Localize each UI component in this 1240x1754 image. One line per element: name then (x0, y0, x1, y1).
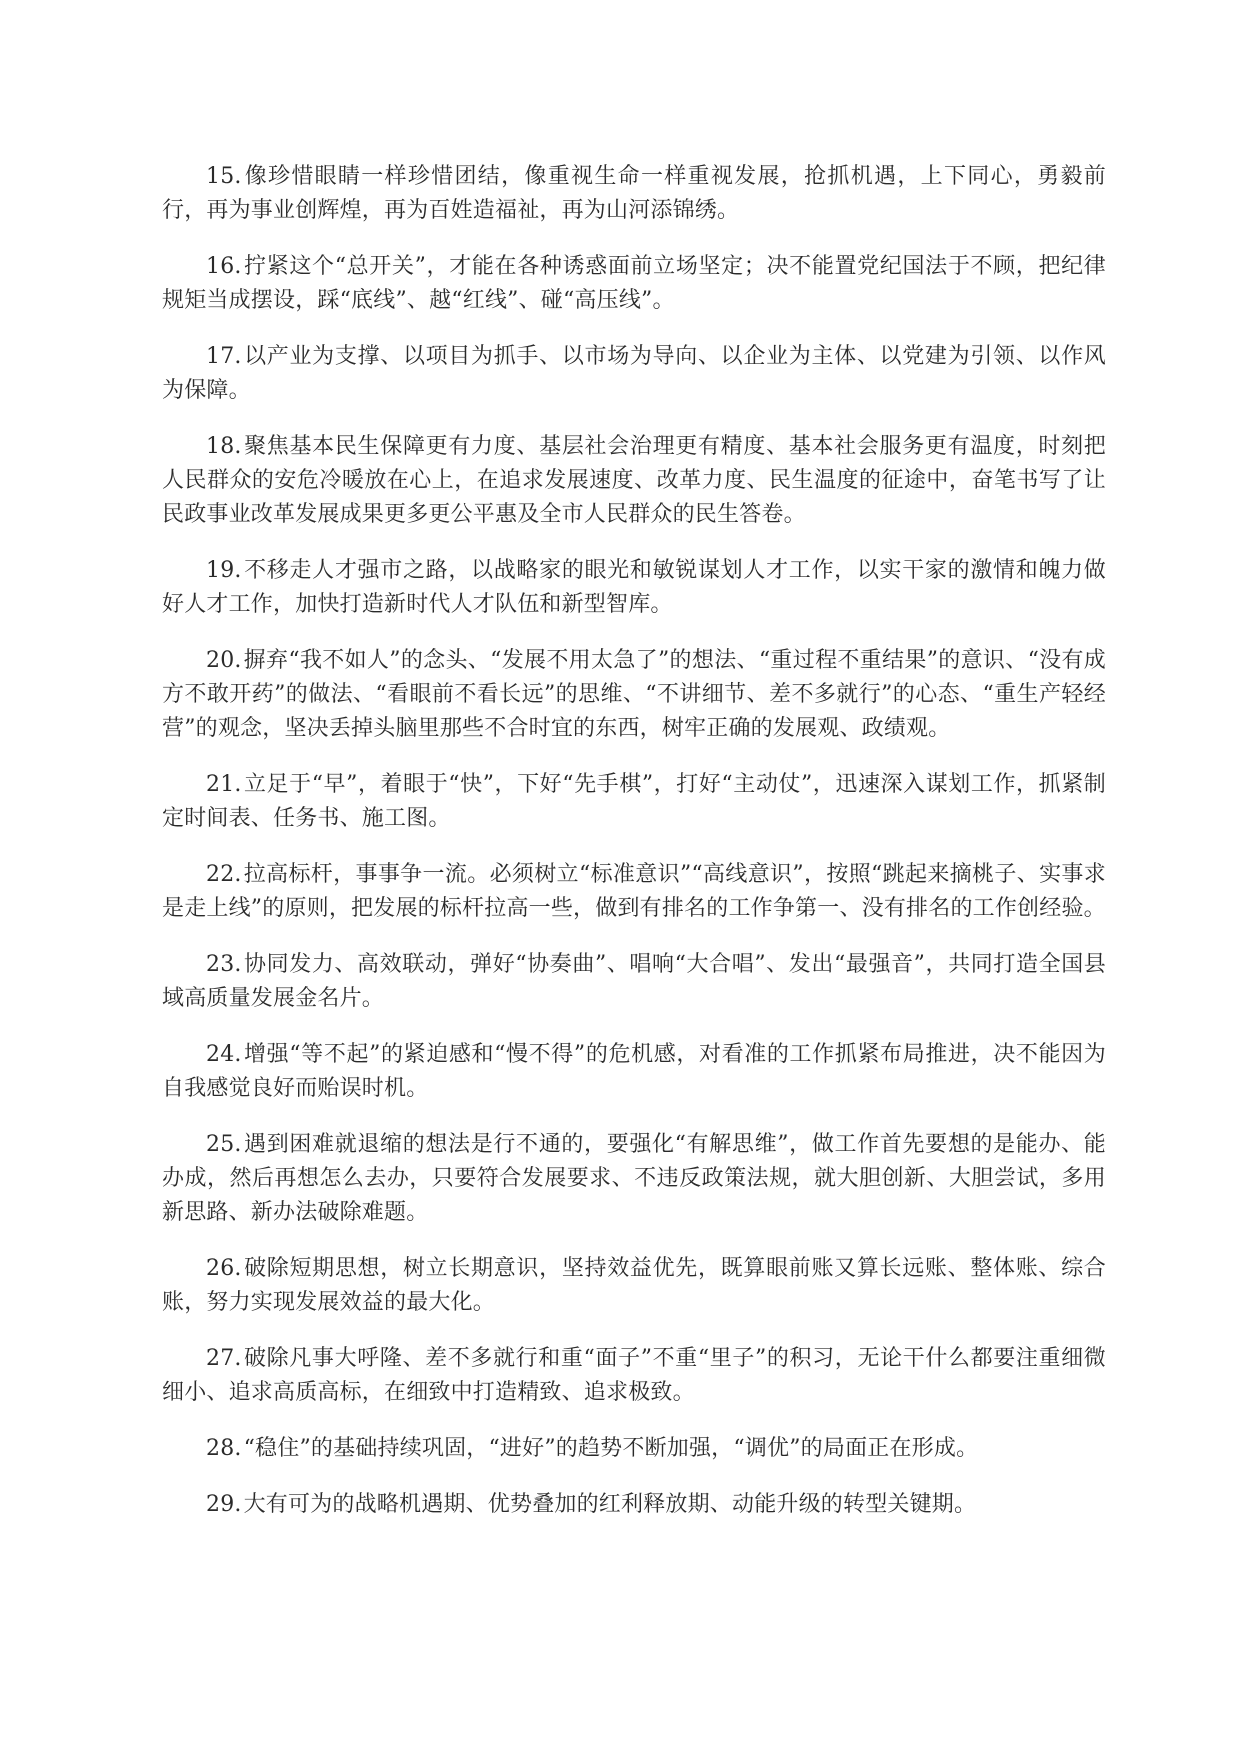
paragraph-number: 20. (206, 648, 242, 673)
paragraph-text: 拧紧这个“总开关”，才能在各种诱惑面前立场坚定；决不能置党纪国法于不顾，把纪律规矩当成摆设，踩“底线”、越“红线”、碰“高压线”。 (162, 254, 1106, 313)
paragraph-number: 15. (206, 164, 242, 189)
paragraph-22 (162, 858, 1106, 926)
paragraph-number: 22. (206, 862, 242, 887)
paragraph-29 (162, 1488, 1106, 1522)
paragraph-number: 23. (206, 952, 242, 977)
paragraph-text: 拉高标杆，事事争一流。必须树立“标准意识”“高线意识”，按照“跳起来摘桃子、实事求是走上线”的原则，把发展的标杆拉高一些，做到有排名的工作争第一、没有排名的工作创经验。 (162, 862, 1106, 921)
paragraph-20 (162, 644, 1106, 746)
paragraph-text: 增强“等不起”的紧迫感和“慢不得”的危机感，对看准的工作抓紧布局推进，决不能因为自我感觉良好而贻误时机。 (162, 1042, 1106, 1101)
paragraph-text: 破除凡事大呼隆、差不多就行和重“面子”不重“里子”的积习，无论干什么都要注重细微细小、追求高质高标，在细致中打造精致、追求极致。 (162, 1346, 1106, 1405)
paragraph-27 (162, 1342, 1106, 1410)
paragraph-number: 29. (206, 1492, 242, 1517)
paragraph-21 (162, 768, 1106, 836)
paragraph-text: 像珍惜眼睛一样珍惜团结，像重视生命一样重视发展，抢抓机遇，上下同心，勇毅前行，再为事业创辉煌，再为百姓造福祉，再为山河添锦绣。 (162, 164, 1106, 223)
paragraph-number: 17. (206, 344, 242, 369)
paragraph-number: 25. (206, 1132, 242, 1157)
paragraph-18 (162, 430, 1106, 532)
paragraph-15 (162, 160, 1106, 228)
paragraph-number: 24. (206, 1042, 242, 1067)
paragraph-text: 大有可为的战略机遇期、优势叠加的红利释放期、动能升级的转型关键期。 (243, 1492, 977, 1517)
paragraph-19 (162, 554, 1106, 622)
paragraph-number: 16. (206, 254, 242, 279)
paragraph-number: 27. (206, 1346, 242, 1371)
paragraph-24 (162, 1038, 1106, 1106)
paragraph-text: 摒弃“我不如人”的念头、“发展不用太急了”的想法、“重过程不重结果”的意识、“没有成方不敢开药”的做法、“看眼前不看长远”的思维、“不讲细节、差不多就行”的心态、“重生产轻经营”的观念，坚决丢掉头脑里那些不合时宜的东西，树牢正确的发展观、政绩观。 (162, 648, 1106, 741)
paragraph-text: 立足于“早”，着眼于“快”，下好“先手棋”，打好“主动仗”，迅速深入谋划工作，抓紧制定时间表、任务书、施工图。 (162, 772, 1106, 831)
paragraph-text: “稳住”的基础持续巩固，“进好”的趋势不断加强，“调优”的局面正在形成。 (243, 1436, 979, 1461)
paragraph-text: 以产业为支撑、以项目为抓手、以市场为导向、以企业为主体、以党建为引领、以作风为保障。 (162, 344, 1106, 403)
paragraph-number: 26. (206, 1256, 242, 1281)
paragraph-text: 协同发力、高效联动，弹好“协奏曲”、唱响“大合唱”、发出“最强音”，共同打造全国县域高质量发展金名片。 (162, 952, 1106, 1011)
paragraph-number: 18. (206, 434, 242, 459)
paragraph-text: 破除短期思想，树立长期意识，坚持效益优先，既算眼前账又算长远账、整体账、综合账，努力实现发展效益的最大化。 (162, 1256, 1106, 1315)
paragraph-17 (162, 340, 1106, 408)
document-body (162, 160, 1106, 1544)
paragraph-text: 遇到困难就退缩的想法是行不通的，要强化“有解思维”，做工作首先要想的是能办、能办成，然后再想怎么去办，只要符合发展要求、不违反政策法规，就大胆创新、大胆尝试，多用新思路、新办法破除难题。 (162, 1132, 1106, 1225)
paragraph-number: 28. (206, 1436, 242, 1461)
paragraph-23 (162, 948, 1106, 1016)
paragraph-text: 聚焦基本民生保障更有力度、基层社会治理更有精度、基本社会服务更有温度，时刻把人民群众的安危冷暖放在心上，在追求发展速度、改革力度、民生温度的征途中，奋笔书写了让民政事业改革发展成果更多更公平惠及全市人民群众的民生答卷。 (162, 434, 1106, 527)
paragraph-number: 21. (206, 772, 242, 797)
paragraph-16 (162, 250, 1106, 318)
paragraph-26 (162, 1252, 1106, 1320)
paragraph-text: 不移走人才强市之路，以战略家的眼光和敏锐谋划人才工作，以实干家的激情和魄力做好人才工作，加快打造新时代人才队伍和新型智库。 (162, 558, 1106, 617)
paragraph-28 (162, 1432, 1106, 1466)
paragraph-number: 19. (206, 558, 242, 583)
paragraph-25 (162, 1128, 1106, 1230)
